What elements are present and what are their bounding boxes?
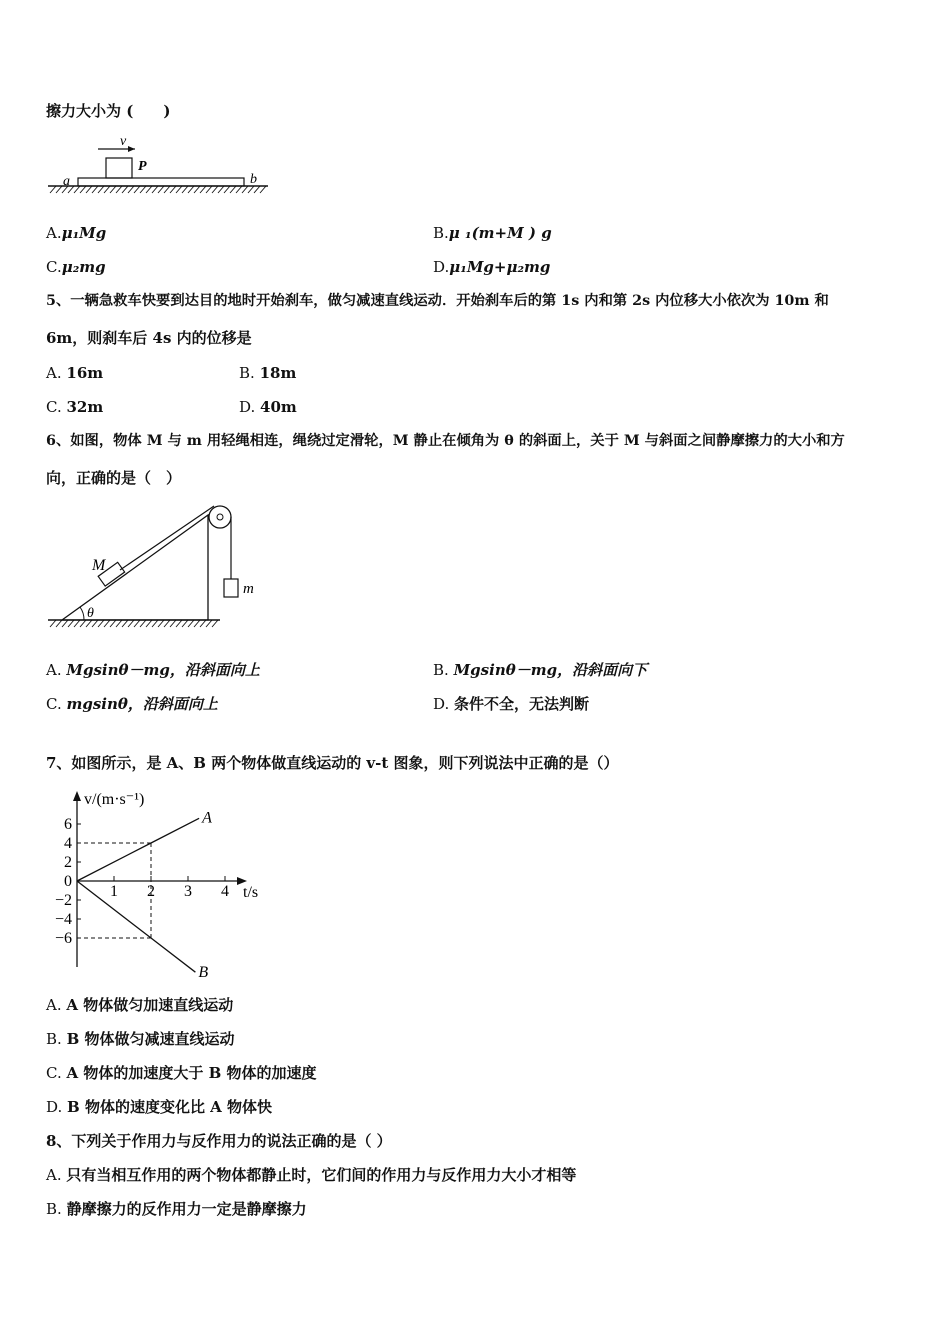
q5-stem-line2: 6m，则刹车后 4s 内的位移是 — [46, 329, 252, 347]
q5-stem-line1: 5、一辆急救车快要到达目的地时开始刹车，做匀减速直线运动．开始刹车后的第 1s 内和第 2s 内位移大小依次为 10m 和 — [46, 293, 829, 309]
y-tick-label--4: −4 — [54, 911, 72, 928]
q8-option-b[interactable]: B. 静摩擦力的反作用力一定是静摩擦力 — [46, 1200, 307, 1218]
series-line-A — [77, 818, 199, 881]
q4-option-b[interactable]: B.μ ₁(m+M ) g — [433, 224, 552, 242]
q7-option-c[interactable]: C. A 物体的加速度大于 B 物体的加速度 — [46, 1064, 317, 1082]
q4-fig-a: a — [63, 174, 70, 189]
q7-option-b[interactable]: B. B 物体做匀减速直线运动 — [46, 1030, 235, 1048]
series-label-A: A — [202, 809, 212, 827]
q4-fig-p: P — [138, 159, 147, 174]
series-line-B — [77, 881, 195, 972]
y-tick-label-6: 6 — [64, 816, 72, 833]
q6-fig-m: m — [243, 581, 254, 597]
q6-option-c[interactable]: C. mgsinθ，沿斜面向上 — [46, 695, 218, 713]
y-tick-label--6: −6 — [54, 930, 72, 947]
q5-option-c[interactable]: C. 32m — [46, 398, 104, 416]
q6-option-b[interactable]: B. Mgsinθ－mg，沿斜面向下 — [433, 661, 648, 679]
q6-stem-line2: 向，正确的是（ ） — [46, 469, 182, 487]
x-tick-label-4: 4 — [221, 883, 229, 900]
vt-y-arrow — [73, 791, 81, 801]
q4-option-a[interactable]: A.μ₁Mg — [46, 224, 107, 242]
q4-figure-block-on-board — [40, 130, 280, 200]
vt-x-label: t/s — [243, 884, 259, 901]
q4-option-d[interactable]: D.μ₁Mg+μ₂mg — [433, 258, 551, 276]
q8-stem-line1: 8、下列关于作用力与反作用力的说法正确的是（ ） — [46, 1132, 392, 1150]
q7-option-d[interactable]: D. B 物体的速度变化比 A 物体快 — [46, 1098, 273, 1116]
q4-stem-tail: 擦力大小为 ( ) — [46, 102, 171, 120]
vt-y-label: v/(m·s⁻¹) — [84, 791, 145, 808]
q6-fig-theta: θ — [87, 606, 94, 621]
q6-option-d[interactable]: D. 条件不全，无法判断 — [433, 695, 590, 713]
q4-fig-b: b — [250, 172, 257, 187]
q6-fig-M: M — [92, 557, 106, 574]
q4-option-c[interactable]: C.μ₂mg — [46, 258, 106, 276]
q6-figure-incline-pulley — [40, 495, 280, 640]
q7-vt-chart — [40, 785, 280, 982]
x-tick-label-2: 2 — [147, 883, 155, 900]
x-tick-label-3: 3 — [184, 883, 192, 900]
q4-fig-v: v — [120, 134, 127, 149]
series-label-B: B — [198, 964, 209, 982]
x-tick-label-1: 1 — [110, 883, 118, 900]
y-tick-label-4: 4 — [64, 835, 72, 852]
q7-stem-line1: 7、如图所示，是 A、B 两个物体做直线运动的 v-t 图象，则下列说法中正确的是（） — [46, 754, 619, 772]
q5-option-b[interactable]: B. 18m — [239, 364, 297, 382]
y-tick-label-0: 0 — [64, 873, 72, 890]
q7-option-a[interactable]: A. A 物体做匀加速直线运动 — [46, 996, 234, 1014]
y-tick-label--2: −2 — [54, 892, 72, 909]
q6-option-a[interactable]: A. Mgsinθ－mg，沿斜面向上 — [46, 661, 260, 679]
q5-option-a[interactable]: A. 16m — [46, 364, 104, 382]
q6-stem-line1: 6、如图，物体 M 与 m 用轻绳相连，绳绕过定滑轮，M 静止在倾角为 θ 的斜面上，关于 M 与斜面之间静摩擦力的大小和方 — [46, 433, 845, 449]
y-tick-label-2: 2 — [64, 854, 72, 871]
q5-option-d[interactable]: D. 40m — [239, 398, 297, 416]
q8-option-a[interactable]: A. 只有当相互作用的两个物体都静止时，它们间的作用力与反作用力大小才相等 — [46, 1166, 577, 1184]
